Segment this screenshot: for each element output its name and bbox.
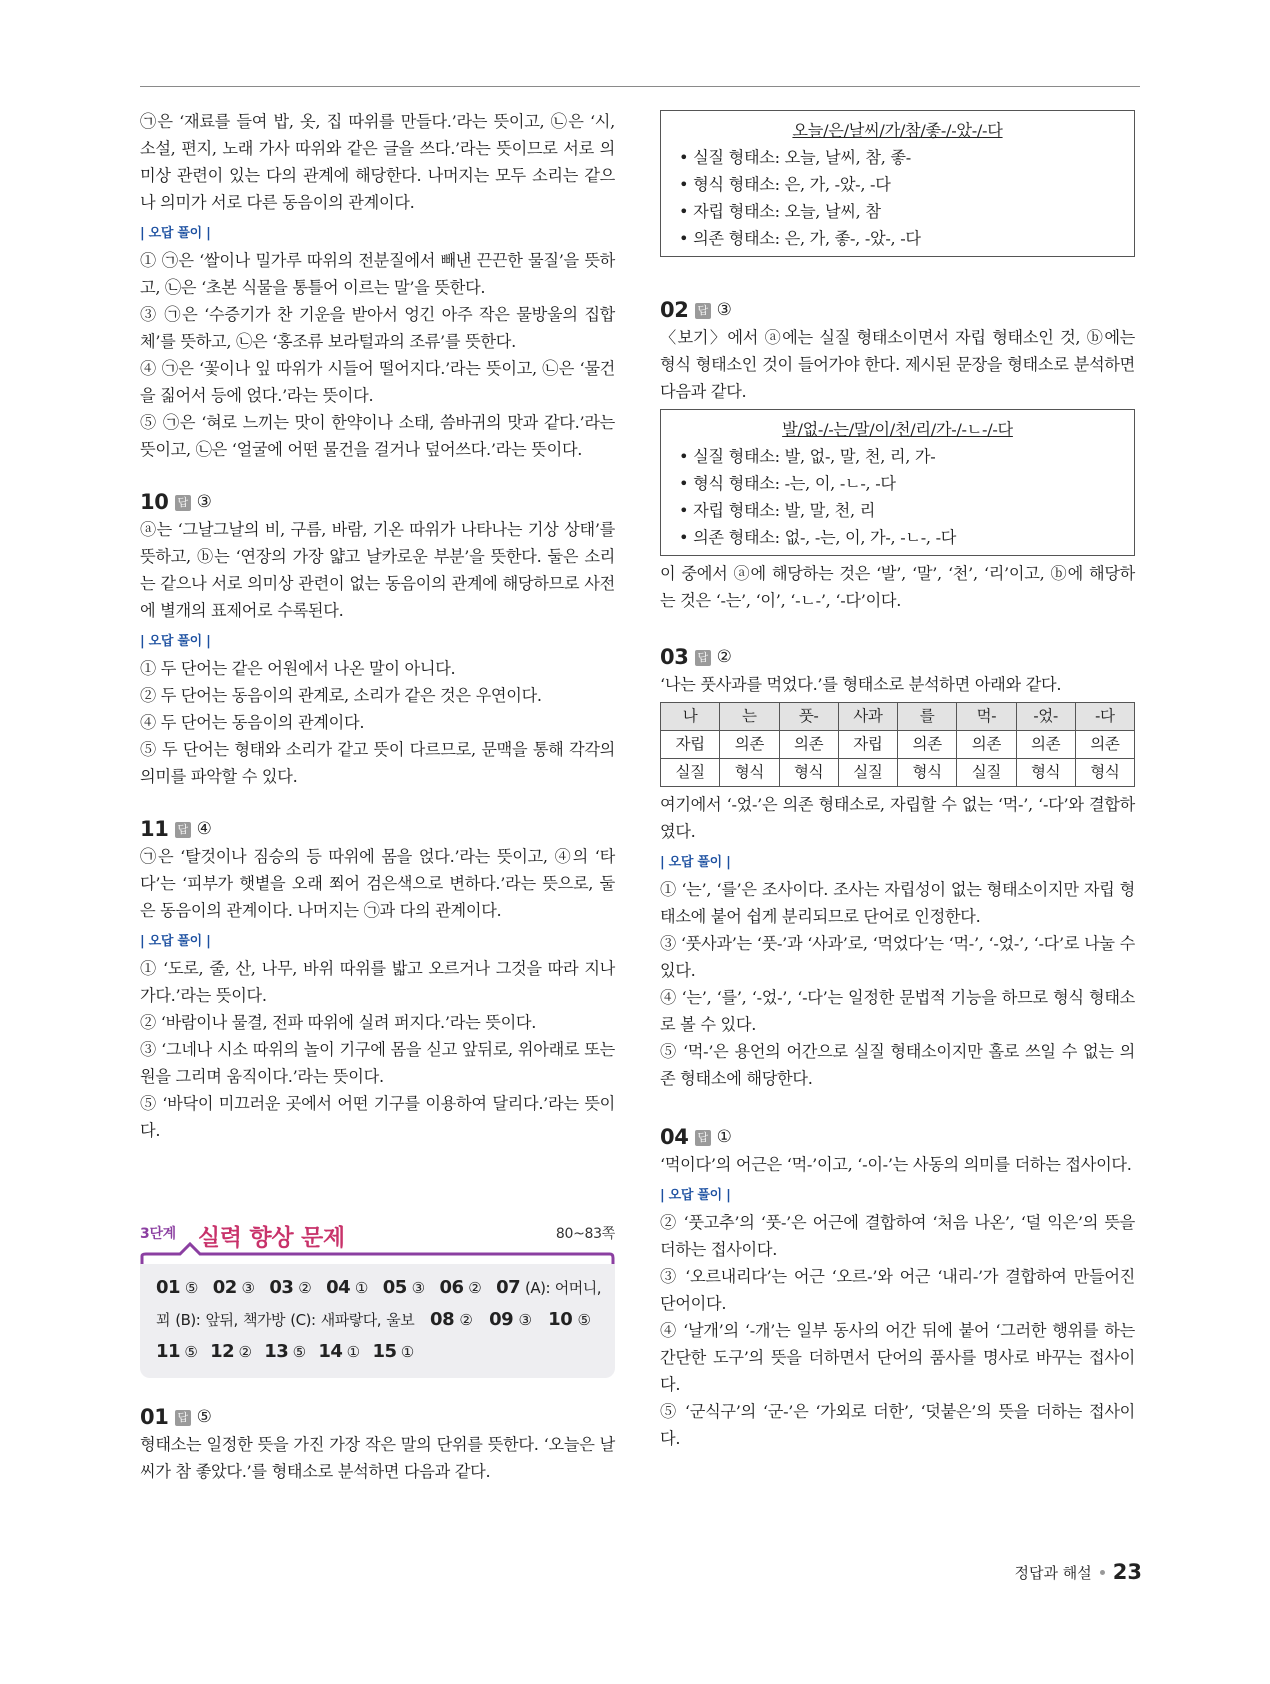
section-title: 실력 향상 문제	[197, 1225, 345, 1251]
table-cell: 실질	[957, 759, 1016, 787]
table-cell: 풋-	[779, 703, 838, 731]
wrong-item: ⑤ 두 단어는 형태와 소리가 같고 뜻이 다르므로, 문맥을 통해 각각의 의미를 파악할 수 있다.	[140, 740, 615, 786]
answer-key-item: 02 ③	[212, 1277, 256, 1298]
table-cell: -다	[1075, 703, 1134, 731]
wrong-tag: | 오답 풀이 |	[140, 634, 211, 649]
question-header-04	[660, 1124, 1135, 1151]
table-cell: 의존	[779, 731, 838, 759]
morpheme-box-line: • 의존 형태소: 은, 가, 좋-, -았-, -다	[679, 229, 921, 248]
morpheme-box-title: 오늘/은/날씨/가/참/좋-/-았-/-다	[792, 121, 1003, 140]
left-column	[140, 108, 615, 1485]
answer-badge: 답	[695, 1130, 711, 1146]
morpheme-box-1	[660, 110, 1135, 257]
wrong-item: ③ ㉠은 ‘수증기가 찬 기운을 받아서 엉긴 아주 작은 물방울의 집합체’를 뜻하고, ㉡은 ‘홍조류 보라털과의 조류’를 뜻한다.	[140, 305, 615, 351]
answer-key-item: 12 ②	[210, 1341, 252, 1362]
question-header-02	[660, 297, 1135, 324]
wrong-item: ④ ‘는’, ‘를’, ‘-었-’, ‘-다’는 일정한 문법적 기능을 하므로 형식 형태소로 볼 수 있다.	[660, 988, 1135, 1034]
morpheme-box-line: • 형식 형태소: -는, 이, -ㄴ-, -다	[679, 474, 896, 493]
table-cell: 나	[661, 703, 720, 731]
question-header-10	[140, 489, 615, 516]
question-header-03	[660, 644, 1135, 671]
table-cell: 자립	[838, 731, 897, 759]
table-row	[661, 703, 1135, 731]
wrong-item: ③ ‘그네나 시소 따위의 놀이 기구에 몸을 싣고 앞뒤로, 위아래로 또는 원을 그리며 움직이다.’라는 뜻이다.	[140, 1040, 615, 1086]
table-cell: 는	[720, 703, 779, 731]
answer-key-item: 15 ①	[372, 1341, 414, 1362]
question-body: ㉠은 ‘탈것이나 짐승의 등 따위에 몸을 얹다.’라는 뜻이고, ④의 ‘타다’는 ‘피부가 햇볕을 오래 쬐어 검은색으로 변하다.’라는 뜻으로, 둘은 동음이의 관계이다. 나머지는 ㉠과 다의 관계이다.	[140, 847, 615, 920]
table-cell: 형식	[1075, 759, 1134, 787]
section-pages: 80~83쪽	[555, 1226, 615, 1242]
question-body: ‘먹이다’의 어근은 ‘먹-’이고, ‘-이-’는 사동의 의미를 더하는 접사이다.	[660, 1155, 1132, 1174]
question-number: 10	[140, 490, 169, 514]
answer-key-item: 07 (A): 어머니, 꾀 (B): 앞뒤, 책가방 (C): 새파랗다, 울보	[156, 1277, 602, 1329]
table-cell: 형식	[898, 759, 957, 787]
question-explanation: 여기에서 ‘-었-’은 의존 형태소로, 자립할 수 없는 ‘먹-’, ‘-다’와 결합하였다.	[660, 795, 1135, 841]
answer-value: ④	[196, 819, 212, 839]
wrong-item: ② ‘바람이나 물결, 전파 따위에 실려 퍼지다.’라는 뜻이다.	[140, 1013, 537, 1032]
answer-value: ③	[196, 492, 212, 512]
table-cell: 의존	[1075, 731, 1134, 759]
answer-value: ②	[716, 647, 732, 667]
wrong-item: ④ 두 단어는 동음이의 관계이다.	[140, 713, 365, 732]
table-cell: 형식	[1016, 759, 1075, 787]
question-header-01	[140, 1404, 615, 1431]
table-cell: 의존	[898, 731, 957, 759]
answer-value: ③	[716, 300, 732, 320]
table-cell: 사과	[838, 703, 897, 731]
question-body: 형태소는 일정한 뜻을 가진 가장 작은 말의 단위를 뜻한다. ‘오늘은 날씨가 참 좋았다.’를 형태소로 분석하면 다음과 같다.	[140, 1435, 615, 1481]
right-column	[660, 108, 1135, 1452]
intro-paragraph: ㉠은 ‘재료를 들여 밥, 옷, 집 따위를 만들다.’라는 뜻이고, ㉡은 ‘시, 소설, 편지, 노래 가사 따위와 같은 글을 쓰다.’라는 뜻이므로 서로 의미상 관련이 있는 다의 관계에 해당한다. 나머지는 모두 소리는 같으나 의미가 서로 다른 동음이의 관계이다.	[140, 112, 615, 212]
morpheme-box-line: • 형식 형태소: 은, 가, -았-, -다	[679, 175, 891, 194]
question-body: ‘나는 풋사과를 먹었다.’를 형태소로 분석하면 아래와 같다.	[660, 675, 1062, 694]
morpheme-table	[660, 702, 1135, 787]
table-cell: 의존	[957, 731, 1016, 759]
morpheme-box-2	[660, 409, 1135, 556]
wrong-item: ⑤ ‘먹-’은 용언의 어간으로 실질 형태소이지만 홀로 쓰일 수 없는 의존 형태소에 해당한다.	[660, 1042, 1135, 1088]
morpheme-box-line: • 자립 형태소: 발, 말, 천, 리	[679, 501, 876, 520]
section-answer-box	[140, 1214, 615, 1378]
answer-key-item: 05 ③	[382, 1277, 426, 1298]
answer-value: ①	[716, 1127, 732, 1147]
question-number: 01	[140, 1405, 169, 1429]
answer-value: ⑤	[196, 1407, 212, 1427]
answer-key	[140, 1264, 615, 1378]
answer-badge: 답	[175, 822, 191, 838]
answer-key-item: 04 ①	[326, 1277, 369, 1298]
question-number: 04	[660, 1125, 689, 1149]
answer-key-item: 08 ②	[430, 1309, 474, 1330]
footer-label: 정답과 해설	[1014, 1563, 1092, 1582]
answer-badge: 답	[175, 495, 191, 511]
question-number: 11	[140, 817, 169, 841]
table-row	[661, 759, 1135, 787]
answer-key-item: 03 ②	[269, 1277, 312, 1298]
wrong-item: ④ ㉠은 ‘꽃이나 잎 따위가 시들어 떨어지다.’라는 뜻이고, ㉡은 ‘물건을 짊어서 등에 얹다.’라는 뜻이다.	[140, 359, 615, 405]
morpheme-box-line: • 실질 형태소: 오늘, 날씨, 참, 좋-	[679, 148, 911, 167]
answer-badge: 답	[695, 650, 711, 666]
page-number: 23	[1112, 1560, 1142, 1584]
answer-key-item: 13 ⑤	[264, 1341, 306, 1362]
answer-key-item: 06 ②	[439, 1277, 482, 1298]
question-explanation: 이 중에서 ⓐ에 해당하는 것은 ‘발’, ‘말’, ‘천’, ‘리’이고, ⓑ에 해당하는 것은 ‘-는’, ‘이’, ‘-ㄴ-’, ‘-다’이다.	[660, 564, 1135, 610]
table-cell: 의존	[720, 731, 779, 759]
answer-key-item: 09 ③	[489, 1309, 533, 1330]
table-cell: 형식	[720, 759, 779, 787]
table-cell: 를	[898, 703, 957, 731]
table-cell: 형식	[779, 759, 838, 787]
wrong-item: ③ ‘풋사과’는 ‘풋-’과 ‘사과’로, ‘먹었다’는 ‘먹-’, ‘-었-’, ‘-다’로 나눌 수 있다.	[660, 934, 1135, 980]
wrong-item: ② 두 단어는 동음이의 관계로, 소리가 같은 것은 우연이다.	[140, 686, 542, 705]
morpheme-box-line: • 실질 형태소: 발, 없-, 말, 천, 리, 가-	[679, 447, 936, 466]
answer-key-item: 11 ⑤	[156, 1341, 198, 1362]
wrong-item: ① ‘도로, 줄, 산, 나무, 바위 따위를 밟고 오르거나 그것을 따라 지나가다.’라는 뜻이다.	[140, 959, 615, 1005]
wrong-tag: | 오답 풀이 |	[660, 855, 731, 870]
table-cell: 실질	[661, 759, 720, 787]
section-stage: 3단계	[140, 1226, 176, 1242]
question-header-11	[140, 816, 615, 843]
wrong-item: ③ ‘오르내리다’는 어근 ‘오르-’와 어근 ‘내리-’가 결합하여 만들어진 단어이다.	[660, 1267, 1135, 1313]
header-rule	[140, 86, 1140, 87]
question-number: 03	[660, 645, 689, 669]
morpheme-box-title: 발/없-/-는/말/이/천/리/가-/-ㄴ-/-다	[782, 420, 1013, 439]
table-cell: 실질	[838, 759, 897, 787]
wrong-item: ① ‘는’, ‘를’은 조사이다. 조사는 자립성이 없는 형태소이지만 자립 형태소에 붙어 쉽게 분리되므로 단어로 인정한다.	[660, 880, 1135, 926]
morpheme-box-line: • 자립 형태소: 오늘, 날씨, 참	[679, 202, 881, 221]
table-cell: 자립	[661, 731, 720, 759]
question-body: ⓐ는 ‘그날그날의 비, 구름, 바람, 기온 따위가 나타나는 기상 상태’를 뜻하고, ⓑ는 ‘연장의 가장 얇고 날카로운 부분’을 뜻한다. 둘은 소리는 같으나 서로 의미상 관련이 없는 동음이의 관계에 해당하므로 사전에 별개의 표제어로 수록된다.	[140, 520, 615, 620]
section-divider-line	[140, 1242, 615, 1266]
answer-badge: 답	[695, 303, 711, 319]
answer-key-item: 01 ⑤	[156, 1277, 199, 1298]
table-cell: -었-	[1016, 703, 1075, 731]
table-cell: 의존	[1016, 731, 1075, 759]
answer-key-item: 14 ①	[318, 1341, 360, 1362]
answer-badge: 답	[175, 1410, 191, 1426]
wrong-item: ⑤ ‘군식구’의 ‘군-’은 ‘가외로 더한’, ‘덧붙은’의 뜻을 더하는 접사이다.	[660, 1402, 1135, 1448]
table-row	[661, 731, 1135, 759]
answer-key-item: 10 ⑤	[548, 1309, 592, 1330]
wrong-item: ① 두 단어는 같은 어원에서 나온 말이 아니다.	[140, 659, 456, 678]
footer-dot-icon	[1100, 1570, 1105, 1575]
wrong-item: ① ㉠은 ‘쌀이나 밀가루 따위의 전분질에서 빼낸 끈끈한 물질’을 뜻하고, ㉡은 ‘초본 식물을 통틀어 이르는 말’을 뜻한다.	[140, 251, 615, 297]
table-cell: 먹-	[957, 703, 1016, 731]
wrong-item: ⑤ ‘바닥이 미끄러운 곳에서 어떤 기구를 이용하여 달리다.’라는 뜻이다.	[140, 1094, 615, 1140]
wrong-item: ② ‘풋고추’의 ‘풋-’은 어근에 결합하여 ‘처음 나온’, ‘덜 익은’의 뜻을 더하는 접사이다.	[660, 1213, 1135, 1259]
question-number: 02	[660, 298, 689, 322]
wrong-item: ④ ‘날개’의 ‘-개’는 일부 동사의 어간 뒤에 붙어 ‘그러한 행위를 하는 간단한 도구’의 뜻을 더하면서 단어의 품사를 명사로 바꾸는 접사이다.	[660, 1321, 1135, 1394]
wrong-tag: | 오답 풀이 |	[140, 226, 211, 241]
morpheme-box-line: • 의존 형태소: 없-, -는, 이, 가-, -ㄴ-, -다	[679, 528, 957, 547]
wrong-tag: | 오답 풀이 |	[140, 934, 211, 949]
section-divider	[140, 1254, 615, 1264]
question-body: 〈보기〉에서 ⓐ에는 실질 형태소이면서 자립 형태소인 것, ⓑ에는 형식 형태소인 것이 들어가야 한다. 제시된 문장을 형태소로 분석하면 다음과 같다.	[660, 328, 1135, 401]
wrong-tag: | 오답 풀이 |	[660, 1188, 731, 1203]
wrong-item: ⑤ ㉠은 ‘혀로 느끼는 맛이 한약이나 소태, 씀바귀의 맛과 같다.’라는 뜻이고, ㉡은 ‘얼굴에 어떤 물건을 걸거나 덮어쓰다.’라는 뜻이다.	[140, 413, 615, 459]
page-footer	[1015, 1560, 1142, 1584]
